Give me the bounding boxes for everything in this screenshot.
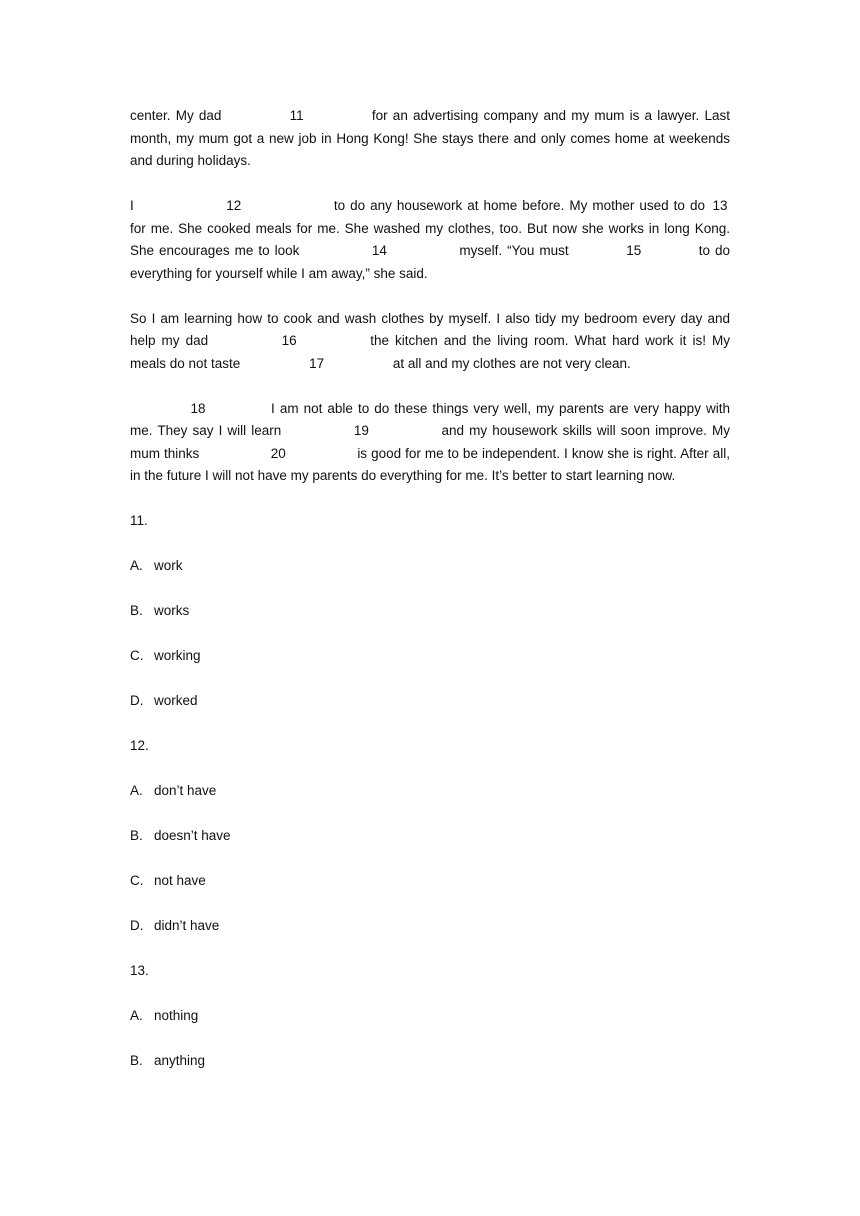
question-11 <box>130 510 730 713</box>
text-run: for me. She cooked meals for me. She washed my clothes, too. But now she works in long Kong. She encourages me to look <box>130 220 730 258</box>
blank-12: 12 <box>226 198 242 213</box>
option-a[interactable] <box>130 555 730 578</box>
blank-18: 18 <box>190 400 206 416</box>
option-letter: D. <box>130 918 144 933</box>
text-run: to do any housework at home before. My mother used to do <box>333 198 705 213</box>
passage-paragraph-2 <box>130 195 730 285</box>
option-text: anything <box>154 1053 206 1068</box>
question-12 <box>130 735 730 938</box>
question-13 <box>130 960 730 1073</box>
blank-17: 17 <box>309 355 325 371</box>
blank-15: 15 <box>626 243 642 258</box>
option-a[interactable] <box>130 780 730 803</box>
option-letter: B. <box>130 828 143 843</box>
option-b[interactable] <box>130 825 730 848</box>
passage-paragraph-4 <box>130 398 730 488</box>
paragraph-text <box>130 105 730 173</box>
option-letter: B. <box>130 1053 143 1068</box>
option-d[interactable] <box>130 915 730 938</box>
option-letter: C. <box>130 873 144 888</box>
text-run: center. My dad <box>130 108 222 123</box>
text-run: So I am learning how to cook and wash clothes by myself. I also tidy my bedroom every day and help my dad <box>130 310 730 348</box>
option-letter: B. <box>130 603 143 618</box>
blank-11: 11 <box>289 108 304 123</box>
option-text: nothing <box>154 1008 199 1023</box>
question-number: 12. <box>130 738 149 753</box>
option-text: don’t have <box>154 783 217 798</box>
text-run: at all and my clothes are not very clean. <box>392 355 631 371</box>
blank-16: 16 <box>281 333 297 348</box>
paragraph-text <box>130 195 730 285</box>
option-text: doesn’t have <box>154 828 231 843</box>
text-run: and my housework skills will soon improve. My mum thinks <box>130 423 730 461</box>
text-run: the kitchen and the living room. What hard work it is! My meals do not taste <box>130 333 730 371</box>
option-text: work <box>154 558 183 573</box>
text-run: myself. “You must <box>459 243 569 258</box>
option-letter: D. <box>130 693 144 708</box>
option-letter: A. <box>130 558 143 573</box>
option-d[interactable] <box>130 690 730 713</box>
question-number: 13. <box>130 963 149 978</box>
option-letter: A. <box>130 1008 143 1023</box>
passage-paragraph-1 <box>130 105 730 173</box>
option-c[interactable] <box>130 870 730 893</box>
text-run: for an advertising company and my mum is a lawyer. Last month, my mum got a new job in Hong Kong! She stays there and only comes home at weekends and during holidays. <box>130 108 730 168</box>
option-text: didn’t have <box>154 918 220 933</box>
text-run: is good for me to be independent. I know she is right. After all, in the future I will not have my parents do everything for me. It’s better to start learning now. <box>130 445 730 483</box>
option-letter: C. <box>130 648 144 663</box>
passage-paragraph-3 <box>130 308 730 376</box>
text-run: I am not able to do these things very well, my parents are very happy with me. They say I will learn <box>130 400 730 438</box>
paragraph-text <box>130 308 730 376</box>
paragraph-text <box>130 398 730 488</box>
text-run: to do everything for yourself while I am away,” she said. <box>130 243 730 281</box>
blank-13: 13 <box>712 198 728 213</box>
option-text: worked <box>154 693 198 708</box>
option-text: working <box>154 648 201 663</box>
option-letter: A. <box>130 783 143 798</box>
question-number: 11. <box>130 513 148 528</box>
text-run: I <box>130 198 134 213</box>
blank-20: 20 <box>270 445 286 461</box>
option-b[interactable] <box>130 600 730 623</box>
option-c[interactable] <box>130 645 730 668</box>
blank-14: 14 <box>371 243 387 258</box>
document-content <box>130 105 730 1095</box>
option-a[interactable] <box>130 1005 730 1028</box>
option-b[interactable] <box>130 1050 730 1073</box>
option-text: works <box>154 603 190 618</box>
blank-19: 19 <box>353 423 369 438</box>
option-text: not have <box>154 873 206 888</box>
